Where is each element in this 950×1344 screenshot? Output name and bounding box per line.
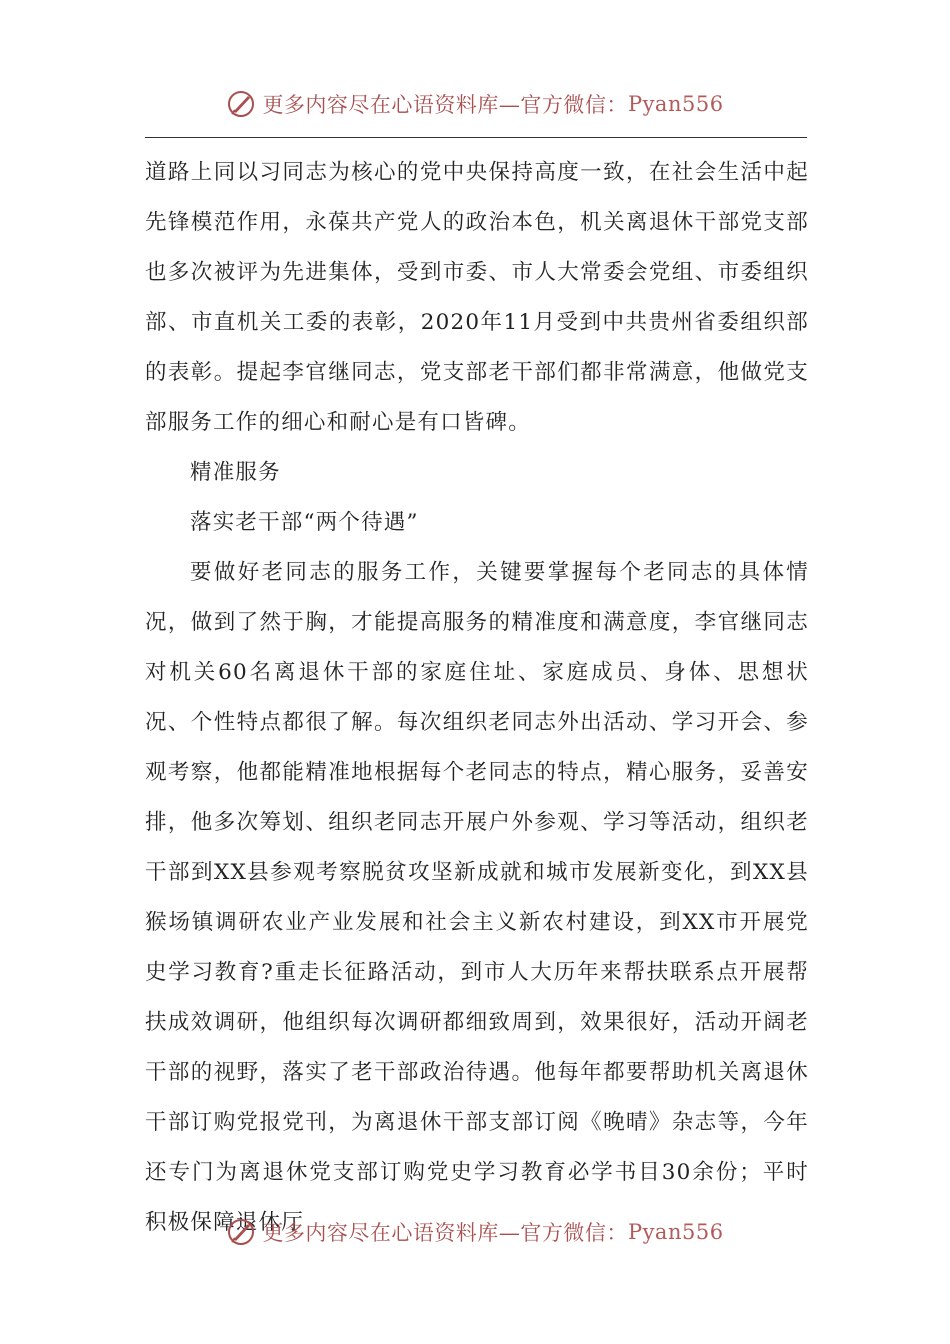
paragraph: 要做好老同志的服务工作，关键要掌握每个老同志的具体情况，做到了然于胸，才能提高服务的精准度和满意度，李官继同志对机关60名离退休干部的家庭住址、家庭成员、身体、思想状况、个性特点都很了解。每次组织老同志外出活动、学习开会、参观考察，他都能精准地根据每个老同志的特点，精心服务，妥善安排，他多次筹划、组织老同志开展户外参观、学习等活动，组织老干部到XX县参观考察脱贫攻坚新成就和城市发展新变化，到XX县猴场镇调研农业产业发展和社会主义新农村建设，到XX市开展党史学习教育?重走长征路活动，到市人大历年来帮扶联系点开展帮扶成效调研，他组织每次调研都细致周到，效果很好，活动开阔老干部的视野，落实了老干部政治待遇。他每年都要帮助机关离退休干部订购党报党刊，为离退休干部支部订阅《晚晴》杂志等，今年还专门为离退休党支部订购党史学习教育必学书目30余份；平时积极保障退休厅: [145, 560, 809, 1235]
header-banner-text: 更多内容尽在心语资料库—官方微信：: [262, 93, 628, 117]
footer-banner: [0, 1210, 950, 1254]
quill-logo-icon: [226, 89, 256, 119]
header-wechat-id: Pyan556: [627, 92, 724, 116]
subsection-heading: 落实老干部“两个待遇”: [190, 510, 419, 535]
footer-banner-text: 更多内容尽在心语资料库—官方微信：: [262, 1221, 628, 1245]
paragraph-continuation: 道路上同以习同志为核心的党中央保持高度一致，在社会生活中起先锋模范作用，永葆共产党人的政治本色，机关离退休干部党支部也多次被评为先进集体，受到市委、市人大常委会党组、市委组织部、市直机关工委的表彰，2020年11月受到中共贵州省委组织部的表彰。提起李官继同志，党支部老干部们都非常满意，他做党支部服务工作的细心和耐心是有口皆碑。: [145, 160, 809, 435]
section-heading: 精准服务: [190, 460, 281, 485]
quill-logo-icon: [226, 1217, 256, 1247]
header-banner: [0, 82, 950, 126]
header-divider: [145, 137, 807, 138]
document-body: [145, 148, 809, 1248]
footer-wechat-id: Pyan556: [627, 1220, 724, 1244]
